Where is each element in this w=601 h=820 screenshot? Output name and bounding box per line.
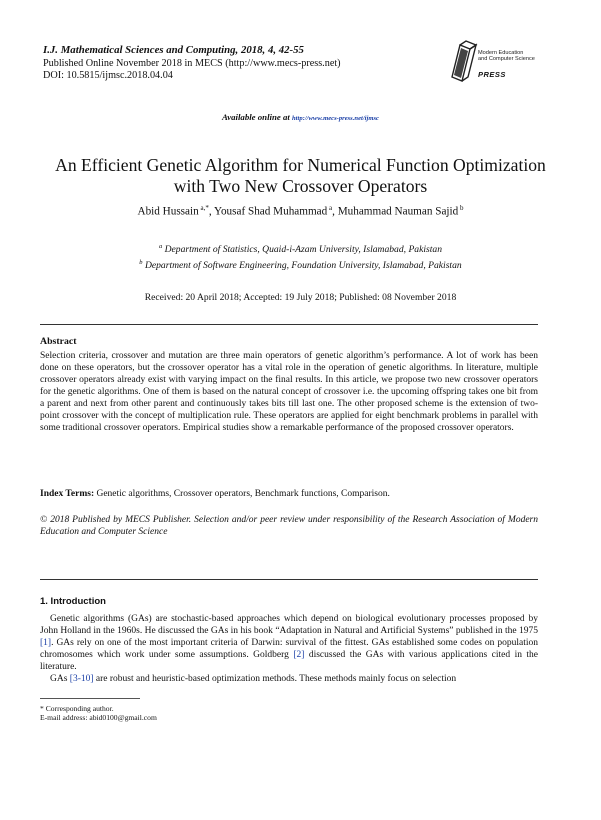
introduction-heading: 1. Introduction — [40, 596, 106, 607]
intro-p1-text-b: . GAs rely on one of the most important criteria of Darwin: survival of the fittest. GAs established some codes on population chromosomes which work under some assumptions. Goldberg — [40, 637, 538, 660]
journal-url-link[interactable]: http://www.mecs-press.net/ijmsc — [292, 115, 379, 122]
journal-citation — [43, 44, 341, 58]
citation-link[interactable]: [1] — [40, 637, 52, 648]
citation-link[interactable]: [3-10] — [69, 673, 94, 684]
author-1: Abid Hussain — [137, 205, 199, 218]
index-terms — [40, 489, 538, 499]
author-2: , Yousaf Shad Muhammad — [208, 205, 328, 218]
intro-p2-text-b: are robust and heuristic-based optimization methods. These methods mainly focus on selection — [93, 673, 457, 684]
logo-line1: Modern Education — [478, 50, 524, 56]
author-1-sup: a,* — [198, 204, 209, 212]
logo-press: PRESS — [478, 70, 506, 79]
affiliation-a — [0, 241, 601, 257]
author-3: , Muhammad Nauman Sajid — [332, 205, 459, 218]
citation-link[interactable]: [2] — [293, 649, 305, 660]
index-terms-label: Index Terms: — [40, 489, 95, 499]
author-list — [0, 204, 601, 218]
abstract-body: Selection criteria, crossover and mutation are three main operators of genetic algorithm’s performance. A lot of work has been done on these operators, but the crossover operator has a vital role in the operation of genetic algorithms. In literature, multiple crossover operators already exist with varying impact on the final results. In this article, we propose two new crossover operators for the genetic algorithms. One of them is based on the natural concept of crossover i.e. the upcoming offspring takes one bit from a parent and next from other parent and continuously takes bits till last one. The other proposed scheme is the extension of two-point crossover with the concept of multiplication rule. These operators are applied for eight benchmark problems in parallel with some traditional crossover operators. Empirical studies show a remarkable performance of the proposed crossover operators. — [40, 351, 538, 433]
footnote-email: E-mail address: abid0100@gmail.com — [40, 713, 157, 723]
affiliation-a-sup: a — [158, 243, 163, 250]
footnote-corresponding: * Corresponding author. — [40, 704, 114, 713]
journal-issue: 2018, 4, 42-55 — [238, 44, 304, 56]
title-line2: with Two New Crossover Operators — [173, 176, 428, 196]
affiliation-b-sup: b — [139, 258, 143, 266]
doi-line: DOI: 10.5815/ijmsc.2018.04.04 — [43, 70, 173, 82]
logo-line2: and Computer Science — [478, 56, 535, 63]
author-2-sup: a — [327, 204, 333, 212]
available-label: Available online at — [222, 112, 292, 122]
divider-bottom — [40, 579, 538, 580]
copyright-notice: © 2018 Published by MECS Publisher. Selection and/or peer review under responsibility of the Research Association of Modern Education and Computer Science — [40, 515, 538, 537]
divider-top — [40, 324, 538, 325]
abstract-heading: Abstract — [40, 336, 77, 347]
affiliation-a-text: Department of Statistics, Quaid-i-Azam University, Islamabad, Pakistan — [162, 244, 443, 256]
index-terms-text: Genetic algorithms, Crossover operators, Benchmark functions, Comparison. — [94, 489, 390, 499]
intro-p1-text-a: Genetic algorithms (GAs) are stochastic-based approaches which depend on biological evolutionary processes proposed by John Holland in the 1960s. He discussed the GAs in his book “Adaptation in Natural and Artificial Systems” published in the 1975 — [40, 614, 538, 636]
affiliations — [0, 241, 601, 273]
published-line: Published Online November 2018 in MECS (http://www.mecs-press.net) — [43, 57, 341, 69]
introduction-body — [40, 614, 538, 686]
available-online — [0, 112, 601, 122]
footnote — [40, 704, 157, 723]
journal-header — [43, 44, 341, 83]
logo-wordmark — [478, 50, 535, 63]
paper-title — [20, 155, 581, 197]
affiliation-b — [0, 257, 601, 273]
publication-dates: Received: 20 April 2018; Accepted: 19 July 2018; Published: 08 November 2018 — [144, 292, 457, 303]
intro-paragraph-1 — [40, 614, 538, 674]
affiliation-b-text: Department of Software Engineering, Foundation University, Islamabad, Pakistan — [142, 259, 462, 271]
journal-name: I.J. Mathematical Sciences and Computing, — [43, 44, 239, 56]
footnote-divider — [40, 698, 140, 699]
title-line1: An Efficient Genetic Algorithm for Numerical Function Optimization — [55, 155, 546, 175]
intro-p1-text-c: discussed the GAs with various applications cited in the literature. — [40, 649, 538, 672]
author-3-sup: b — [458, 204, 464, 212]
intro-paragraph-2 — [40, 674, 538, 686]
intro-p2-text-a: GAs — [50, 673, 70, 684]
